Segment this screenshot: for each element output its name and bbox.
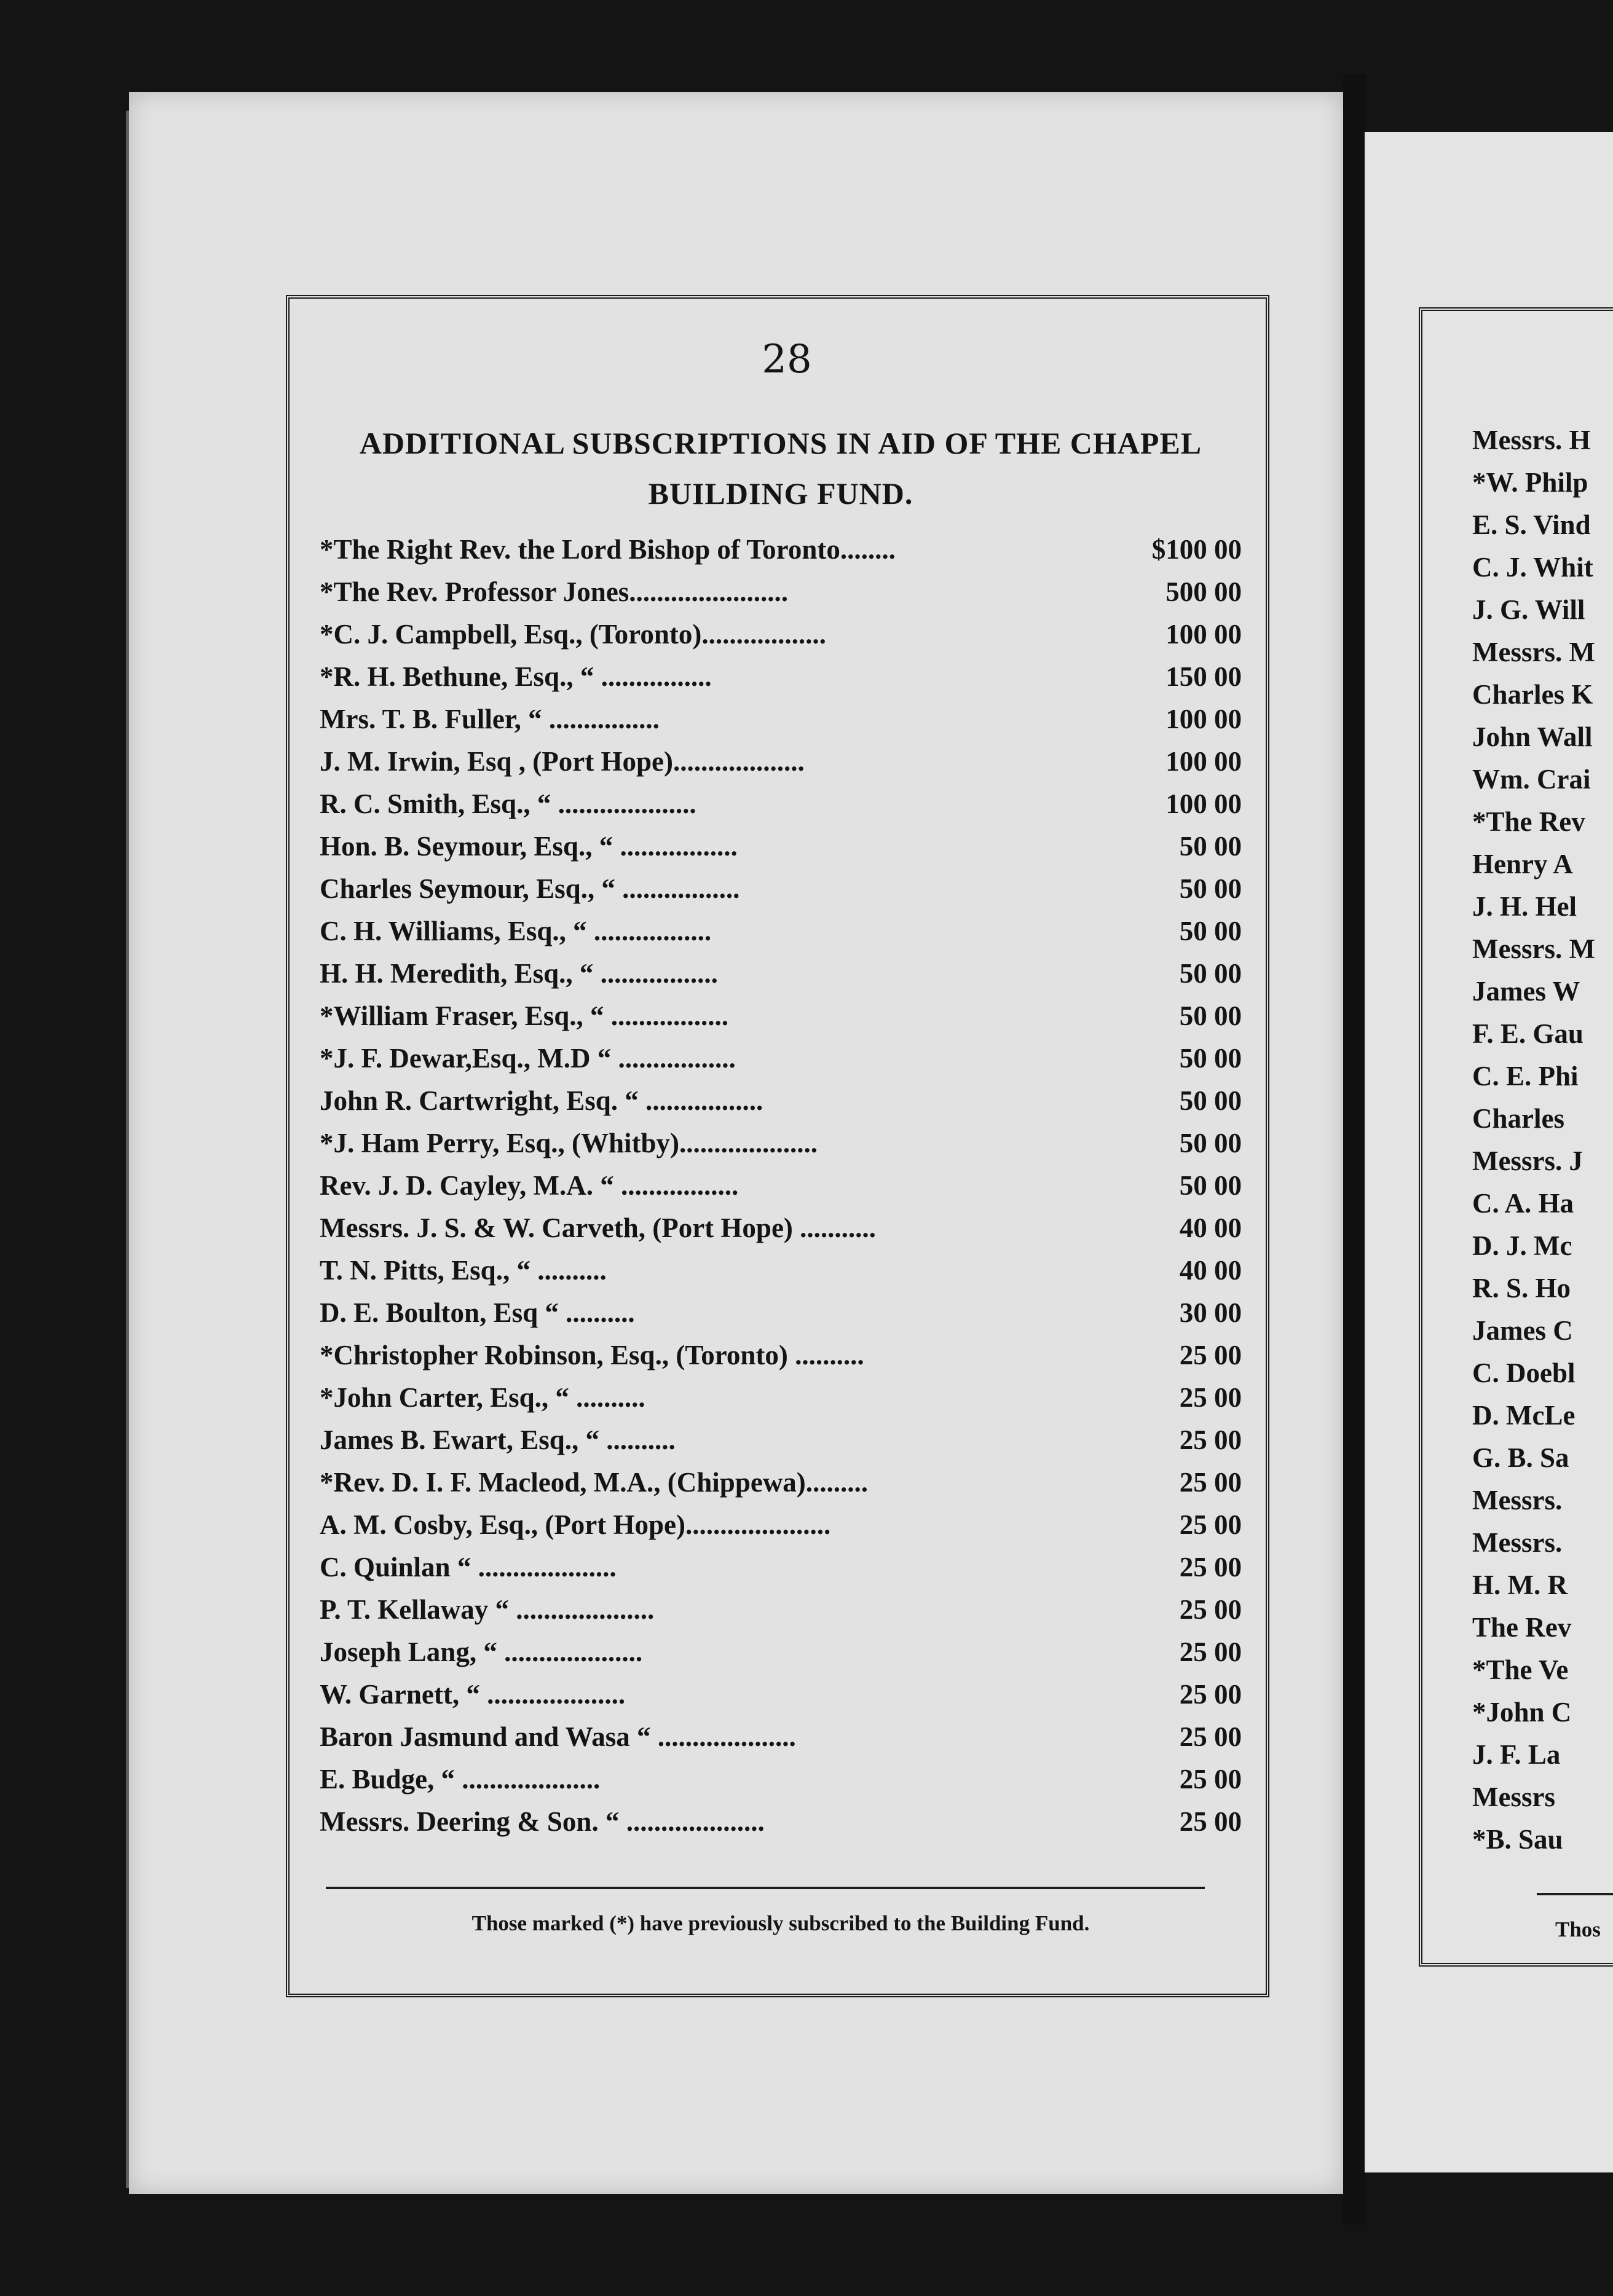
list-item <box>320 1716 1242 1758</box>
subscriber-name: W. Garnett, “ .................... <box>320 1679 626 1710</box>
list-item <box>320 1207 1242 1249</box>
right-list-item: F. E. Gau <box>1472 1018 1583 1049</box>
right-list-item: C. A. Ha <box>1472 1188 1574 1219</box>
subscription-amount: 50 00 <box>1179 1085 1242 1116</box>
list-item <box>320 910 1242 953</box>
subscriber-name: Charles Seymour, Esq., “ ................. <box>320 873 740 904</box>
subscriber-name: Hon. B. Seymour, Esq., “ ................. <box>320 831 738 862</box>
list-item <box>320 1249 1242 1292</box>
subscription-amount: 25 00 <box>1179 1806 1242 1837</box>
list-item <box>320 783 1242 825</box>
list-item <box>320 1165 1242 1207</box>
footnote: Those marked (*) have previously subscribed to the Building Fund. <box>471 1911 1090 1935</box>
subscription-amount: 25 00 <box>1179 1425 1242 1455</box>
subscriber-name: John R. Cartwright, Esq. “ ................. <box>320 1085 763 1116</box>
subscriber-name: A. M. Cosby, Esq., (Port Hope)..................... <box>320 1509 831 1540</box>
subscription-amount: 100 00 <box>1165 788 1242 819</box>
subscription-amount: 50 00 <box>1179 831 1242 862</box>
right-list-item: *The Ve <box>1472 1654 1569 1685</box>
subscription-amount: 25 00 <box>1179 1721 1242 1752</box>
right-list-item: Messrs. <box>1472 1485 1563 1516</box>
subscription-amount: 25 00 <box>1179 1467 1242 1498</box>
right-list-item: The Rev <box>1472 1612 1572 1643</box>
right-list-item: Charles <box>1472 1103 1564 1134</box>
list-item <box>320 1419 1242 1461</box>
list-item <box>320 1758 1242 1801</box>
right-list-item: Messrs. H <box>1472 425 1591 455</box>
right-list-item: Messrs. J <box>1472 1146 1583 1176</box>
subscription-amount: 40 00 <box>1179 1255 1242 1286</box>
list-item <box>320 1461 1242 1504</box>
subscription-amount: 50 00 <box>1179 916 1242 946</box>
subscriber-name: *The Right Rev. the Lord Bishop of Toronto........ <box>320 534 896 565</box>
subscriber-name: *C. J. Campbell, Esq., (Toronto).................. <box>320 619 826 650</box>
list-item <box>320 995 1242 1037</box>
right-list-item: Messrs. M <box>1472 637 1595 667</box>
subscriber-name: *William Fraser, Esq., “ ................. <box>320 1001 729 1031</box>
right-list-item: J. H. Hel <box>1472 891 1577 922</box>
right-list-item: *John C <box>1472 1697 1572 1728</box>
subscriber-name: Joseph Lang, “ .................... <box>320 1637 643 1667</box>
list-item <box>320 571 1242 613</box>
right-list-item: G. B. Sa <box>1472 1442 1569 1473</box>
right-subscription-list <box>1472 419 1613 1861</box>
right-list-item: Wm. Crai <box>1472 764 1591 795</box>
right-list-item: D. J. Mc <box>1472 1230 1572 1261</box>
subscription-amount: $100 00 <box>1151 534 1242 565</box>
subscriber-name: H. H. Meredith, Esq., “ ................. <box>320 958 718 989</box>
list-item <box>320 1546 1242 1589</box>
list-item <box>320 1037 1242 1080</box>
list-item <box>320 1080 1242 1122</box>
list-item <box>320 1631 1242 1673</box>
right-list-item: R. S. Ho <box>1472 1273 1571 1303</box>
subscriber-name: *Rev. D. I. F. Macleod, M.A., (Chippewa)......... <box>320 1467 869 1498</box>
list-item <box>320 741 1242 783</box>
right-list-item: James W <box>1472 976 1580 1007</box>
subscription-amount: 50 00 <box>1179 958 1242 989</box>
right-list-item: J. G. Will <box>1472 594 1585 625</box>
right-list-item: Messrs. <box>1472 1527 1563 1558</box>
subscriber-name: T. N. Pitts, Esq., “ .......... <box>320 1255 607 1286</box>
subscriber-name: *R. H. Bethune, Esq., “ ................ <box>320 661 712 692</box>
subscription-amount: 25 00 <box>1179 1509 1242 1540</box>
subscription-amount: 50 00 <box>1179 1170 1242 1201</box>
subscription-amount: 50 00 <box>1179 1043 1242 1074</box>
list-item <box>320 1334 1242 1377</box>
book-gutter <box>1343 74 1367 2225</box>
subscription-amount: 50 00 <box>1179 1128 1242 1158</box>
list-item <box>320 1673 1242 1716</box>
subscriber-name: Messrs. Deering & Son. “ .................... <box>320 1806 765 1837</box>
page-number: 28 <box>762 337 812 382</box>
subscription-amount: 100 00 <box>1165 704 1242 734</box>
right-list-item: *W. Philp <box>1472 467 1588 498</box>
list-item <box>320 1292 1242 1334</box>
subscriber-name: *John Carter, Esq., “ .......... <box>320 1382 645 1413</box>
subscriber-name: *J. Ham Perry, Esq., (Whitby).................... <box>320 1128 818 1158</box>
subscription-amount: 25 00 <box>1179 1679 1242 1710</box>
subscription-amount: 25 00 <box>1179 1764 1242 1795</box>
list-item <box>320 868 1242 910</box>
subscription-amount: 30 00 <box>1179 1297 1242 1328</box>
list-item <box>320 1122 1242 1165</box>
subscriber-name: *The Rev. Professor Jones....................... <box>320 576 789 607</box>
heading-line-1: ADDITIONAL SUBSCRIPTIONS IN AID OF THE CHAPEL <box>359 426 1202 460</box>
page-heading <box>320 418 1242 519</box>
right-list-item: C. J. Whit <box>1472 552 1593 583</box>
right-list-item: *The Rev <box>1472 806 1585 837</box>
list-item <box>320 825 1242 868</box>
subscriber-name: C. H. Williams, Esq., “ ................. <box>320 916 712 946</box>
subscriber-name: C. Quinlan “ .................... <box>320 1552 617 1582</box>
subscription-amount: 500 00 <box>1165 576 1242 607</box>
subscriber-name: James B. Ewart, Esq., “ .......... <box>320 1425 676 1455</box>
list-item <box>320 1504 1242 1546</box>
subscriber-name: J. M. Irwin, Esq , (Port Hope)................... <box>320 746 805 777</box>
right-list-item: J. F. La <box>1472 1739 1561 1770</box>
right-list-item: Messrs <box>1472 1782 1555 1812</box>
list-item <box>320 953 1242 995</box>
list-item <box>320 529 1242 571</box>
subscription-amount: 50 00 <box>1179 1001 1242 1031</box>
right-list-item: Henry A <box>1472 849 1573 879</box>
subscription-amount: 150 00 <box>1165 661 1242 692</box>
subscriber-name: Baron Jasmund and Wasa “ .................... <box>320 1721 796 1752</box>
right-list-item: E. S. Vind <box>1472 509 1591 540</box>
list-item <box>320 1377 1242 1419</box>
list-item <box>320 656 1242 698</box>
subscriber-name: Mrs. T. B. Fuller, “ ................ <box>320 704 660 734</box>
subscription-amount: 25 00 <box>1179 1340 1242 1370</box>
right-list-item: John Wall <box>1472 721 1593 752</box>
right-list-item: D. McLe <box>1472 1400 1576 1431</box>
subscription-amount: 40 00 <box>1179 1213 1242 1243</box>
subscriber-name: Rev. J. D. Cayley, M.A. “ ................. <box>320 1170 739 1201</box>
list-item <box>320 1589 1242 1631</box>
subscription-amount: 50 00 <box>1179 873 1242 904</box>
footnote-rule <box>326 1887 1205 1889</box>
subscriber-name: *J. F. Dewar,Esq., M.D “ ................. <box>320 1043 736 1074</box>
subscription-amount: 25 00 <box>1179 1552 1242 1582</box>
subscription-amount: 25 00 <box>1179 1594 1242 1625</box>
list-item <box>320 613 1242 656</box>
subscriber-name: E. Budge, “ .................... <box>320 1764 601 1795</box>
right-footnote-rule <box>1537 1893 1613 1895</box>
subscriber-name: *Christopher Robinson, Esq., (Toronto) .......... <box>320 1340 864 1370</box>
right-list-item: C. E. Phi <box>1472 1061 1579 1091</box>
list-item <box>320 1801 1242 1843</box>
right-list-item: Charles K <box>1472 679 1593 710</box>
subscription-amount: 25 00 <box>1179 1382 1242 1413</box>
subscription-amount: 100 00 <box>1165 746 1242 777</box>
subscription-amount: 100 00 <box>1165 619 1242 650</box>
right-list-item: James C <box>1472 1315 1573 1346</box>
subscriber-name: D. E. Boulton, Esq “ .......... <box>320 1297 635 1328</box>
subscriber-name: Messrs. J. S. & W. Carveth, (Port Hope) ........... <box>320 1213 876 1243</box>
subscriber-name: P. T. Kellaway “ .................... <box>320 1594 655 1625</box>
right-list-item: C. Doebl <box>1472 1358 1576 1388</box>
heading-line-2: BUILDING FUND. <box>648 476 913 511</box>
right-list-item: *B. Sau <box>1472 1824 1563 1855</box>
right-list-item: H. M. R <box>1472 1570 1568 1600</box>
right-list-item: Messrs. M <box>1472 934 1595 964</box>
list-item <box>320 698 1242 741</box>
subscription-amount: 25 00 <box>1179 1637 1242 1667</box>
subscriber-name: R. C. Smith, Esq., “ .................... <box>320 788 696 819</box>
right-footnote-fragment: Thos <box>1555 1917 1601 1941</box>
